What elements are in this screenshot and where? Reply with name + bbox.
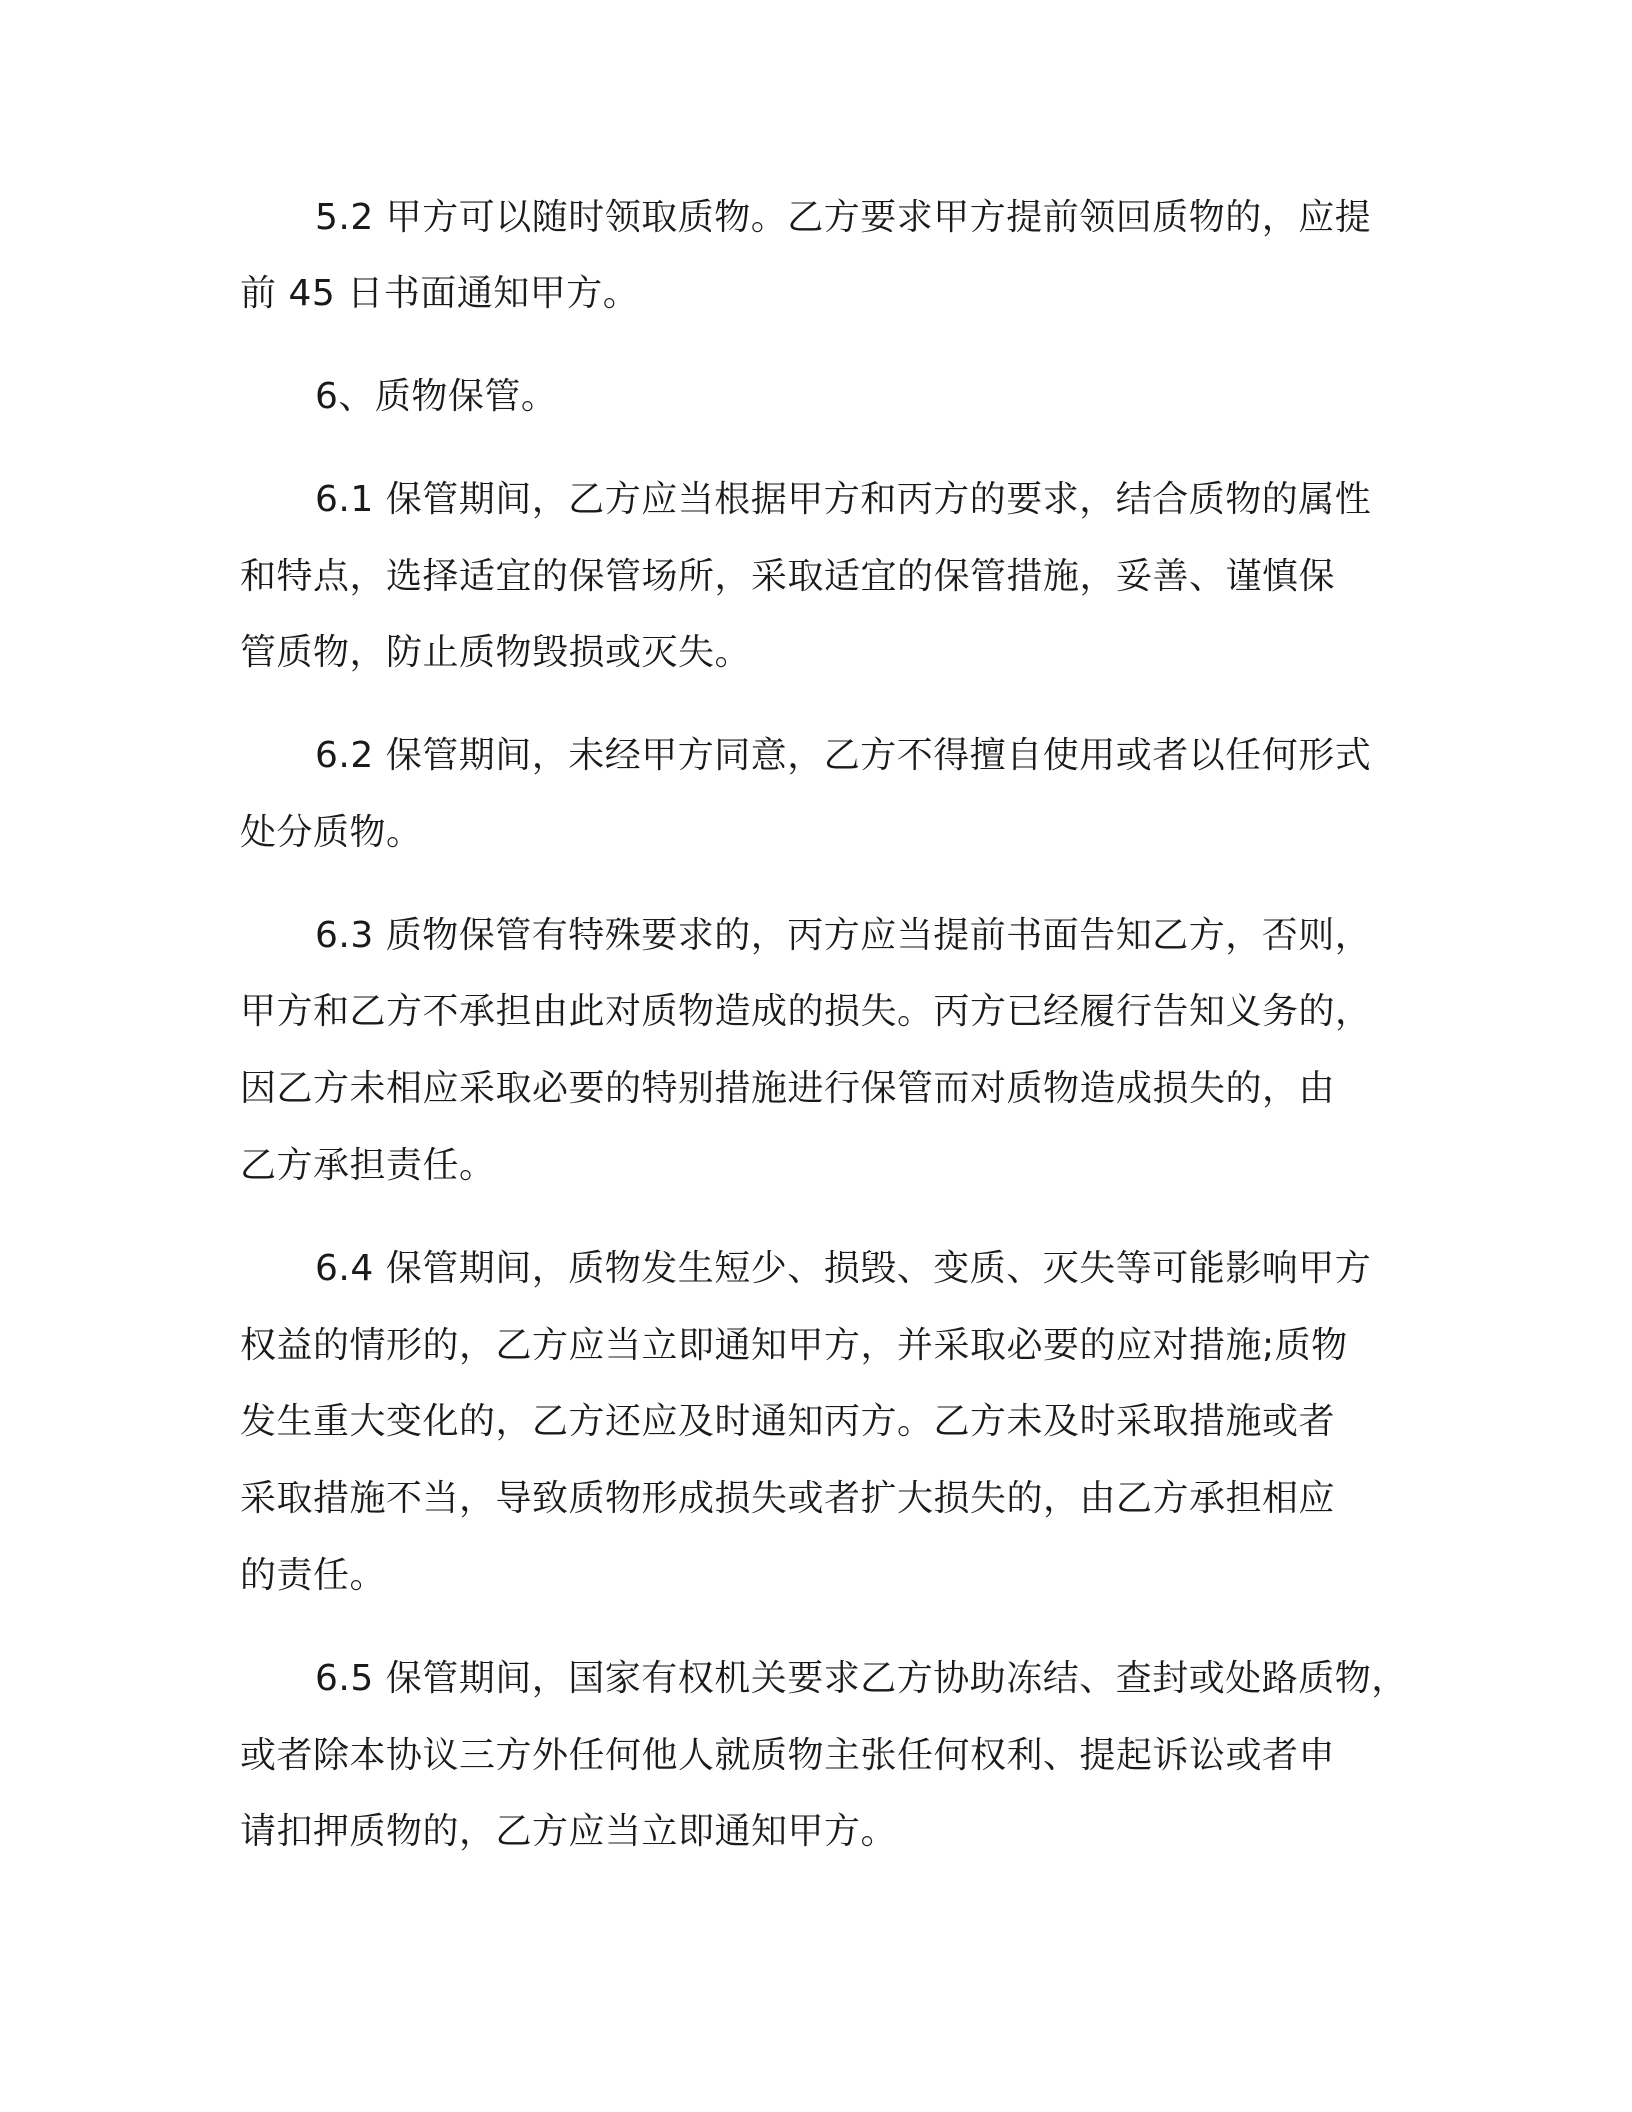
paragraph-6-1-line-2: 和特点，选择适宜的保管场所，采取适宜的保管措施，妥善、谨慎保 [240, 556, 1336, 597]
paragraph-6-3-line-2: 甲方和乙方不承担由此对质物造成的损失。丙方已经履行告知义务的， [240, 991, 1372, 1032]
paragraph-6-4-line-1: 6.4 保管期间，质物发生短少、损毁、变质、灭失等可能影响甲方 [315, 1248, 1372, 1289]
paragraph-6-1-line-1: 6.1 保管期间，乙方应当根据甲方和丙方的要求，结合质物的属性 [315, 479, 1372, 520]
paragraph-6-4-line-4: 采取措施不当，导致质物形成损失或者扩大损失的，由乙方承担相应 [240, 1478, 1336, 1519]
section-6-heading: 6、质物保管。 [315, 376, 558, 417]
paragraph-6-4-line-2: 权益的情形的，乙方应当立即通知甲方，并采取必要的应对措施;质物 [240, 1325, 1348, 1366]
paragraph-6-4-line-3: 发生重大变化的，乙方还应及时通知丙方。乙方未及时采取措施或者 [240, 1401, 1336, 1442]
paragraph-5-2-line-1: 5.2 甲方可以随时领取质物。乙方要求甲方提前领回质物的，应提 [315, 197, 1372, 238]
paragraph-6-1-line-3: 管质物，防止质物毁损或灭失。 [240, 632, 752, 673]
paragraph-5-2-line-2: 前 45 日书面通知甲方。 [240, 273, 640, 314]
paragraph-6-5-line-2: 或者除本协议三方外任何他人就质物主张任何权利、提起诉讼或者申 [240, 1735, 1336, 1776]
paragraph-6-3-line-1: 6.3 质物保管有特殊要求的，丙方应当提前书面告知乙方，否则， [315, 915, 1372, 956]
paragraph-6-2-line-1: 6.2 保管期间，未经甲方同意，乙方不得擅自使用或者以任何形式 [315, 735, 1372, 776]
paragraph-6-4-line-5: 的责任。 [240, 1555, 387, 1596]
paragraph-6-5-line-1: 6.5 保管期间，国家有权机关要求乙方协助冻结、查封或处路质物， [315, 1658, 1408, 1699]
paragraph-6-2-line-2: 处分质物。 [240, 812, 423, 853]
paragraph-6-3-line-3: 因乙方未相应采取必要的特别措施进行保管而对质物造成损失的，由 [240, 1068, 1336, 1109]
paragraph-6-3-line-4: 乙方承担责任。 [240, 1145, 496, 1186]
paragraph-6-5-line-3: 请扣押质物的，乙方应当立即通知甲方。 [240, 1811, 898, 1852]
